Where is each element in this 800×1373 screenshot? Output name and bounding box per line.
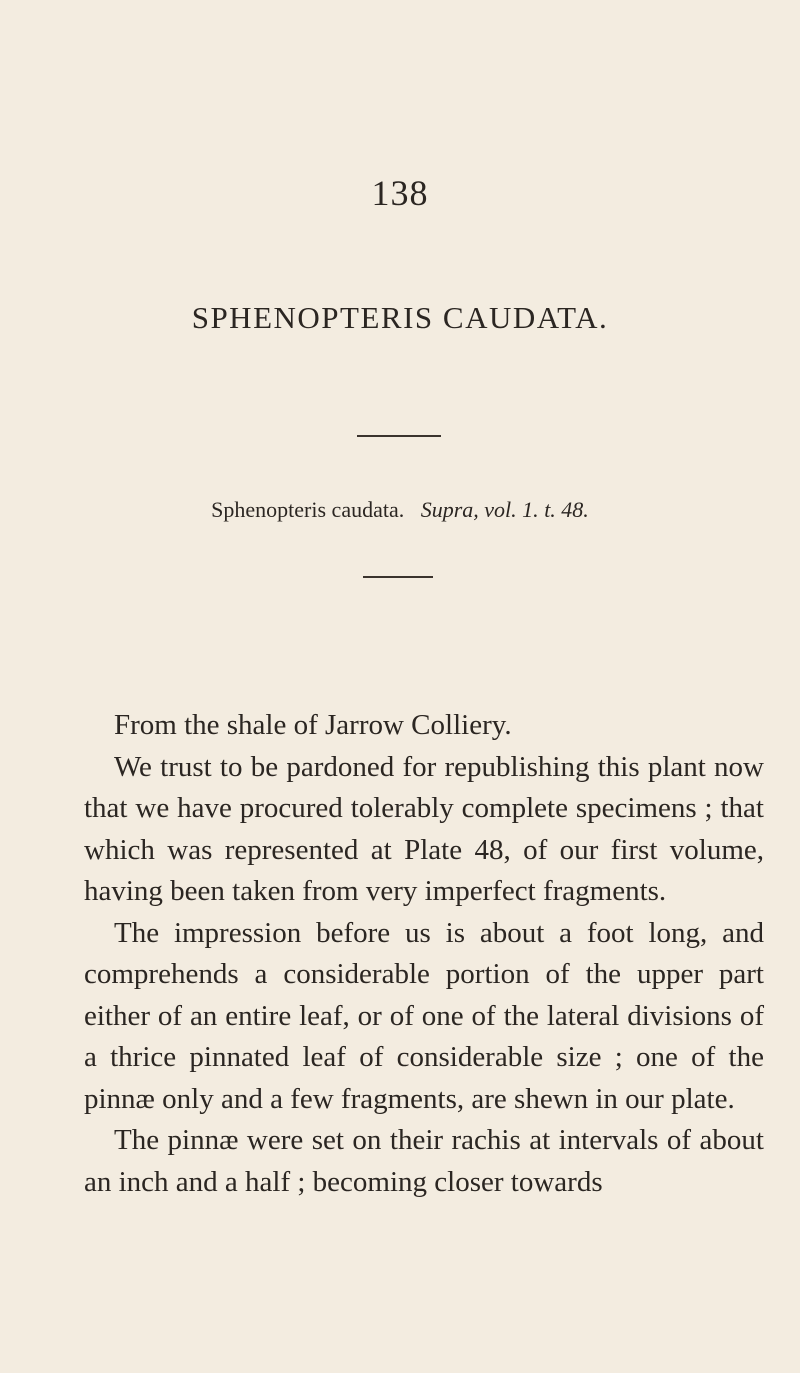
page-title: SPHENOPTERIS CAUDATA. [191, 300, 609, 335]
page-number: 138 [371, 173, 429, 213]
paragraph-locality: From the shale of Jarrow Colliery. [114, 709, 512, 741]
plate-reference: t. 48. [544, 497, 589, 522]
volume-reference: vol. 1. [484, 497, 539, 522]
body-text [84, 705, 764, 1203]
paragraph-impression: The impression before us is about a foot long, and comprehends a considerable portion of the upper part either of an entire leaf, or of one of the lateral divisions of a thrice pinnated leaf of considerable size ; one of the pinnæ only and a few fragments, are shewn in our plate. [84, 916, 764, 1115]
synonymy-divider [363, 576, 433, 578]
species-name: Sphenopteris caudata. [211, 497, 405, 522]
synonymy-line [0, 497, 800, 523]
paragraph-republishing: We trust to be pardoned for republishing this plant now that we have procured tolerably complete specimens ; that which was represented at Plate 48, of our first volume, having been taken from very imperfect fragments. [84, 750, 764, 907]
title-divider [357, 435, 441, 437]
source-reference: Supra, [420, 497, 479, 522]
paragraph-pinnae: The pinnæ were set on their rachis at intervals of about an inch and a half ; becoming closer towards [84, 1124, 764, 1198]
